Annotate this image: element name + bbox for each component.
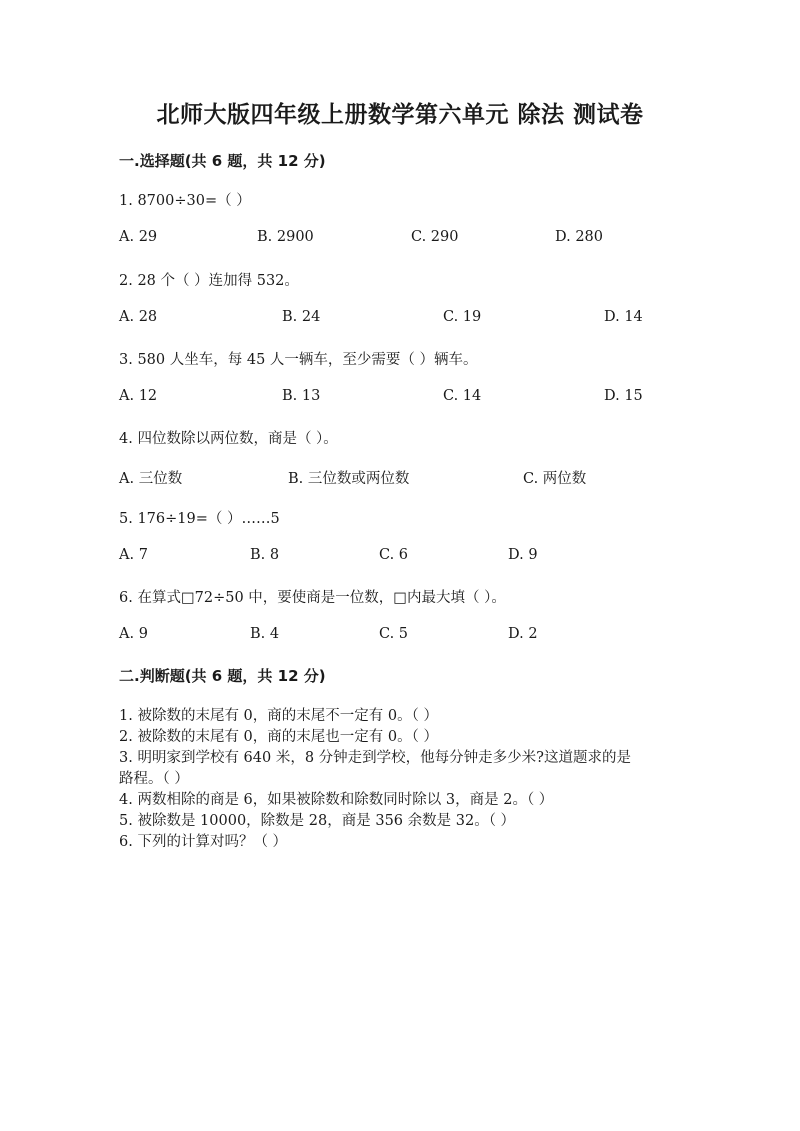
option: B. 2900 (257, 229, 314, 245)
option: B. 三位数或两位数 (288, 471, 410, 487)
option: D. 14 (604, 309, 643, 325)
option: C. 14 (443, 388, 482, 404)
question-stem: 6. 在算式□72÷50 中，要使商是一位数，□内最大填（ ）。 (119, 590, 506, 606)
option: C. 19 (443, 309, 482, 325)
section-heading-choice: 一.选择题(共 6 题，共 12 分) (119, 152, 326, 170)
question-stem: 2. 28 个（ ）连加得 532。 (119, 273, 299, 289)
page-title: 北师大版四年级上册数学第六单元 除法 测试卷 (156, 102, 644, 128)
option: D. 280 (555, 229, 604, 245)
option: C. 5 (379, 626, 409, 642)
option: D. 2 (508, 626, 538, 642)
judge-item: 4. 两数相除的商是 6，如果被除数和除数同时除以 3，商是 2。（ ） (119, 792, 554, 808)
option: B. 13 (282, 388, 321, 404)
question-stem: 1. 8700÷30=（ ） (119, 193, 251, 209)
question-stem: 4. 四位数除以两位数，商是（ ）。 (119, 431, 338, 447)
option: D. 9 (508, 547, 538, 563)
option: D. 15 (604, 388, 643, 404)
option: C. 两位数 (523, 471, 587, 487)
option: C. 290 (411, 229, 459, 245)
judge-item: 5. 被除数是 10000，除数是 28，商是 356 余数是 32。（ ） (119, 813, 516, 829)
option: B. 24 (282, 309, 321, 325)
option: A. 29 (119, 229, 158, 245)
judge-item: 3. 明明家到学校有 640 米，8 分钟走到学校，他每分钟走多少米?这道题求的是 (119, 750, 631, 766)
section-heading-judge: 二.判断题(共 6 题，共 12 分) (119, 667, 326, 685)
option: A. 7 (119, 547, 148, 563)
option: A. 9 (119, 626, 148, 642)
option: B. 8 (250, 547, 280, 563)
option: B. 4 (250, 626, 280, 642)
question-stem: 5. 176÷19=（ ）……5 (119, 511, 280, 527)
option: C. 6 (379, 547, 409, 563)
option: A. 28 (119, 309, 158, 325)
option: A. 三位数 (119, 471, 183, 487)
option: A. 12 (119, 388, 158, 404)
judge-item: 路程。（ ） (119, 771, 189, 787)
judge-item: 2. 被除数的末尾有 0，商的末尾也一定有 0。（ ） (119, 729, 438, 745)
question-stem: 3. 580 人坐车，每 45 人一辆车，至少需要（ ）辆车。 (119, 352, 478, 368)
judge-item: 6. 下列的计算对吗？（ ） (119, 834, 288, 850)
judge-item: 1. 被除数的末尾有 0，商的末尾不一定有 0。（ ） (119, 708, 438, 724)
